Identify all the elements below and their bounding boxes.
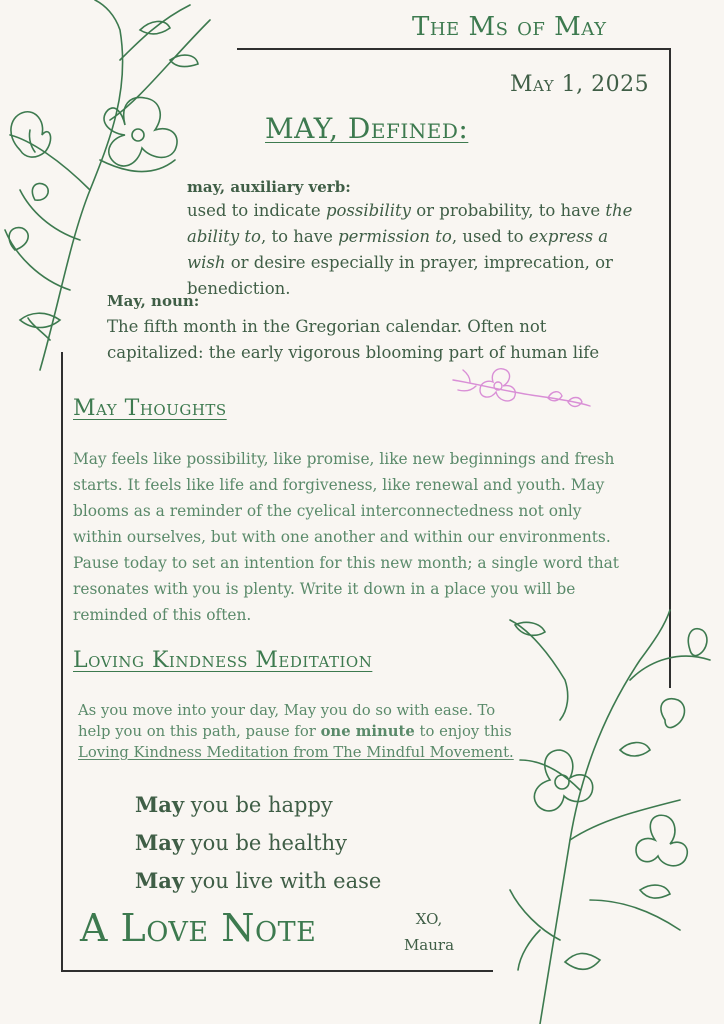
- author-name: Maura: [403, 936, 455, 954]
- floral-illustration-bottom-right: [480, 600, 724, 1024]
- frame-left-line: [61, 352, 63, 972]
- thoughts-paragraph: May feels like possibility, like promise, like new beginnings and fresh starts. It feels like life and forgiveness, like renewal and youth. May blooms as a reminder of the cyelical interconnectedness not only within ourselves, but with one another and within our environments. Pause today to set an intention for this new month; a single word that resonates with you is plenty. Write it down in a place you will be reminded of this often.: [73, 450, 619, 624]
- one-minute-emphasis: one minute: [320, 723, 415, 740]
- frame-top-line: [237, 48, 671, 50]
- newsletter-title: The Ms of May: [412, 12, 607, 42]
- pink-sprig-illustration: [448, 362, 594, 420]
- meditation-paragraph: As you move into your day, May you do so with ease. To help you on this path, pause for one minute to enjoy this Loving Kindness Meditation from The Mindful Movement.: [78, 702, 514, 761]
- definition-term-noun: May, noun:: [107, 292, 200, 310]
- love-note-title: A Love Note: [80, 906, 317, 950]
- definition-term-verb: may, auxiliary verb:: [187, 178, 351, 196]
- meditation-heading: Loving Kindness Meditation: [73, 648, 373, 673]
- definition-text-noun: The fifth month in the Gregorian calendar. Often not capitalized: the early vigorous blooming part of human life: [107, 317, 600, 362]
- definition-text-verb: used to indicate possibility or probability, to have the ability to, to have permission to, used to express a wish or desire especially in prayer, imprecation, or benediction.: [187, 201, 633, 298]
- signature: [398, 906, 460, 958]
- issue-date: May 1, 2025: [510, 72, 650, 97]
- affirmations-list: [135, 786, 381, 900]
- affirmation-item: May you be happy: [135, 792, 333, 817]
- affirmation-item: May you be healthy: [135, 830, 348, 855]
- affirmation-item: May you live with ease: [135, 868, 382, 893]
- definition-heading: MAY, Defined:: [265, 112, 469, 145]
- signoff: XO,: [415, 910, 443, 928]
- meditation-link[interactable]: Loving Kindness Meditation from The Mindful Movement.: [78, 744, 514, 761]
- frame-right-line: [669, 48, 671, 688]
- frame-bottom-line: [61, 970, 493, 972]
- thoughts-heading: May Thoughts: [73, 396, 227, 421]
